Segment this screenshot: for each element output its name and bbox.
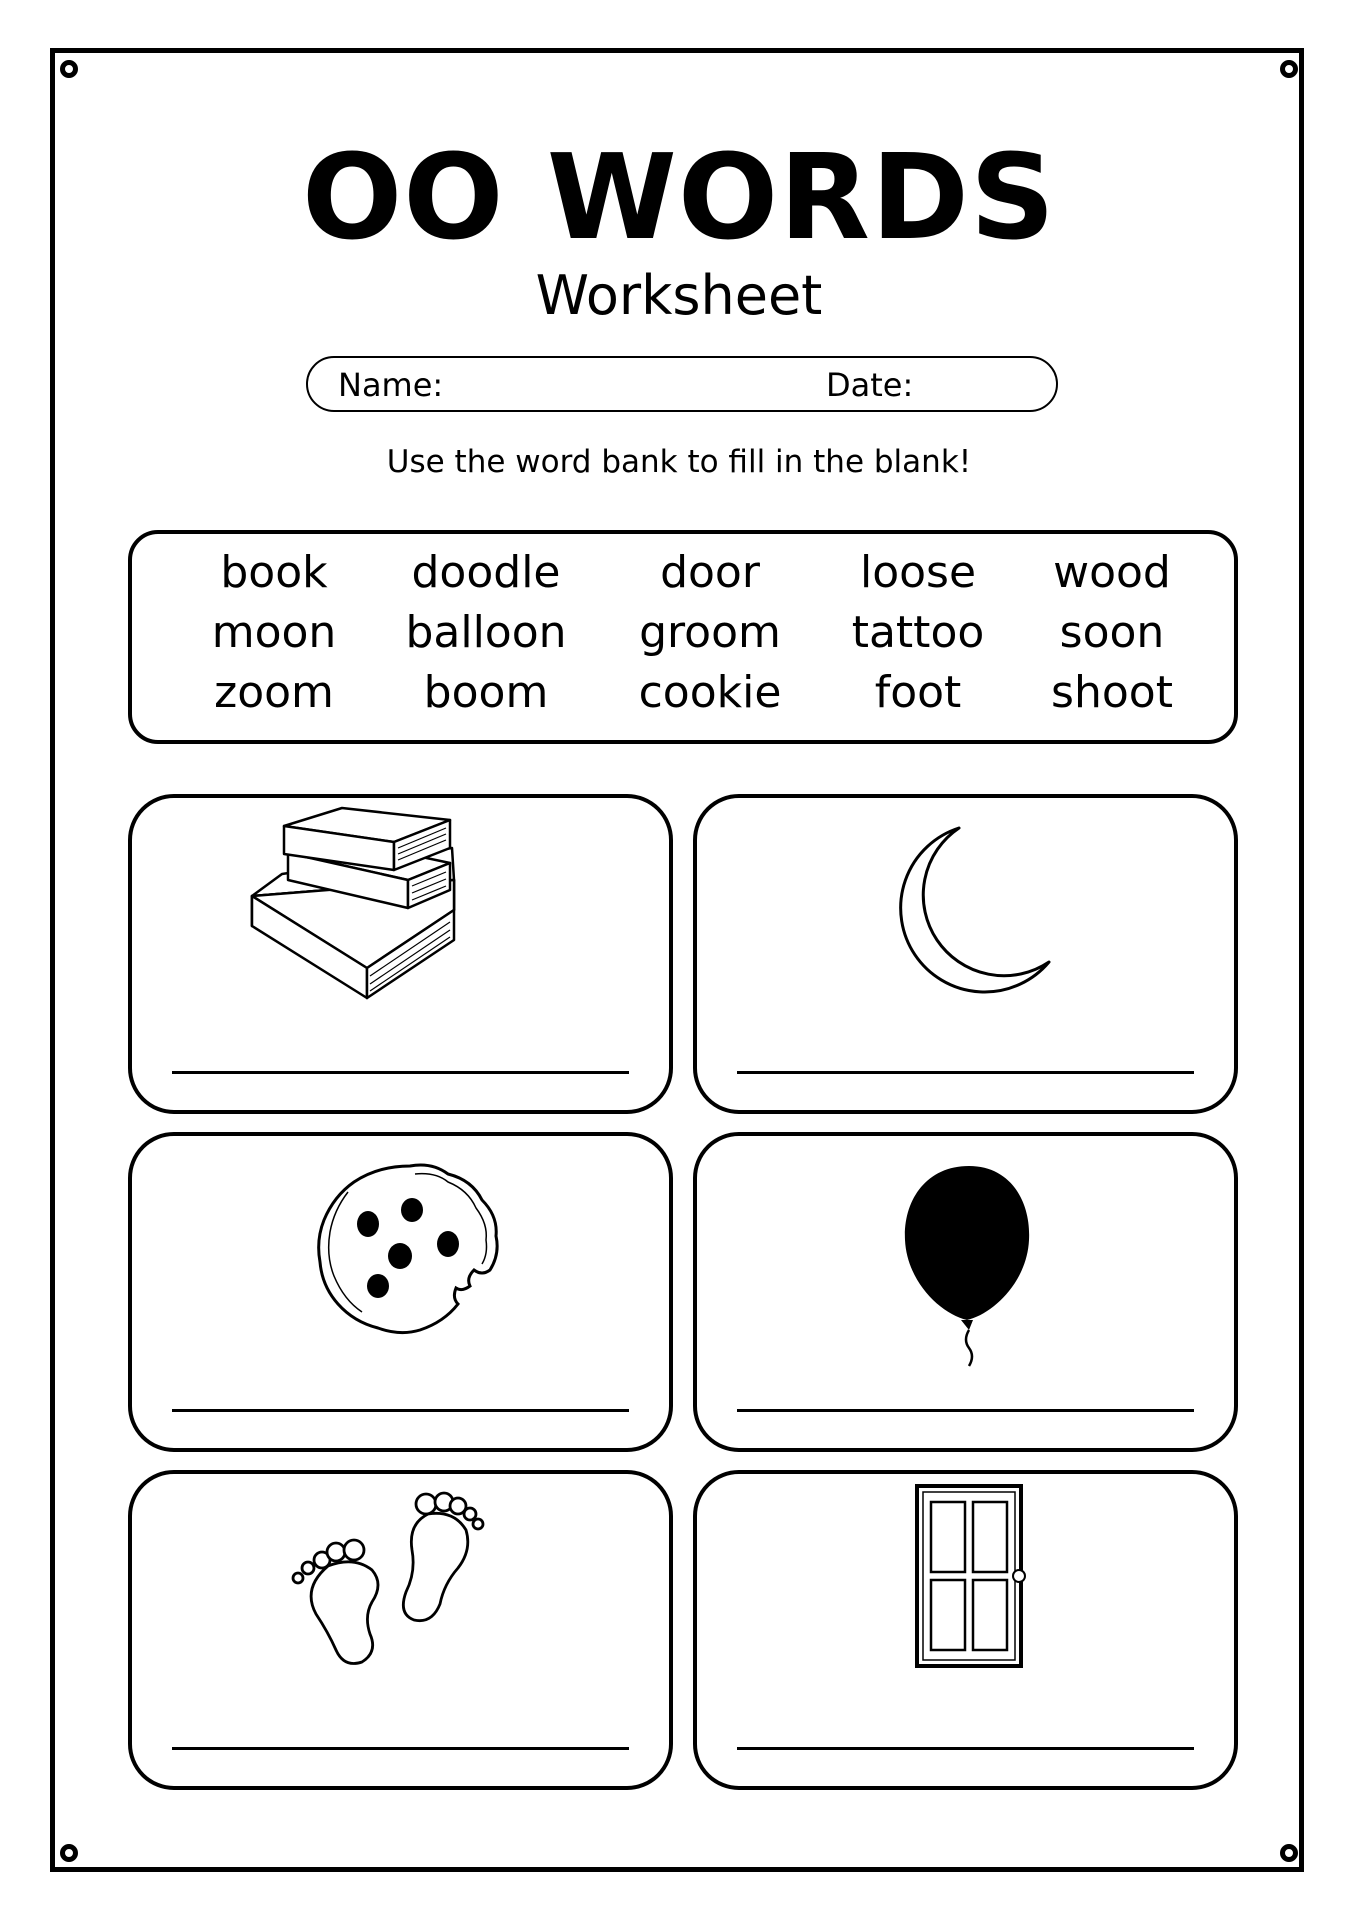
page-subtitle: Worksheet bbox=[535, 264, 823, 327]
word-bank-item: cookie bbox=[638, 667, 782, 718]
word-bank-item: zoom bbox=[214, 667, 334, 718]
books-icon bbox=[132, 798, 677, 1118]
word-bank-item: moon bbox=[211, 607, 337, 658]
word-bank-item: tattoo bbox=[851, 607, 985, 658]
answer-line[interactable] bbox=[172, 1747, 629, 1750]
word-bank-item: groom bbox=[639, 607, 781, 658]
word-bank-item: wood bbox=[1053, 547, 1171, 598]
word-bank-item: balloon bbox=[405, 607, 567, 658]
answer-line[interactable] bbox=[737, 1409, 1194, 1412]
cookie-icon bbox=[132, 1136, 677, 1456]
answer-line[interactable] bbox=[737, 1747, 1194, 1750]
feet-icon bbox=[132, 1474, 677, 1794]
word-bank-item: soon bbox=[1059, 607, 1165, 658]
corner-hole-bottom-right bbox=[1280, 1844, 1298, 1862]
moon-icon bbox=[697, 798, 1242, 1118]
name-date-bar[interactable] bbox=[306, 356, 1058, 412]
word-bank-item: shoot bbox=[1051, 667, 1173, 718]
word-bank bbox=[128, 530, 1238, 744]
word-bank-item: foot bbox=[874, 667, 962, 718]
door-icon bbox=[697, 1474, 1242, 1794]
balloon-icon bbox=[697, 1136, 1242, 1456]
word-bank-item: doodle bbox=[411, 547, 561, 598]
corner-hole-top-left bbox=[60, 60, 78, 78]
answer-line[interactable] bbox=[172, 1409, 629, 1412]
date-label: Date: bbox=[826, 366, 914, 404]
word-bank-item: loose bbox=[859, 547, 977, 598]
word-bank-item: boom bbox=[423, 667, 549, 718]
picture-card-feet bbox=[128, 1470, 673, 1790]
answer-line[interactable] bbox=[172, 1071, 629, 1074]
corner-hole-bottom-left bbox=[60, 1844, 78, 1862]
name-label: Name: bbox=[338, 366, 444, 404]
word-bank-item: book bbox=[220, 547, 328, 598]
word-bank-item: door bbox=[660, 547, 760, 598]
picture-card-door bbox=[693, 1470, 1238, 1790]
picture-card-cookie bbox=[128, 1132, 673, 1452]
instruction-text: Use the word bank to fill in the blank! bbox=[386, 444, 972, 480]
page-title: OO WORDS bbox=[302, 128, 1056, 266]
picture-card-balloon bbox=[693, 1132, 1238, 1452]
corner-hole-top-right bbox=[1280, 60, 1298, 78]
answer-line[interactable] bbox=[737, 1071, 1194, 1074]
picture-card-moon bbox=[693, 794, 1238, 1114]
picture-card-books bbox=[128, 794, 673, 1114]
